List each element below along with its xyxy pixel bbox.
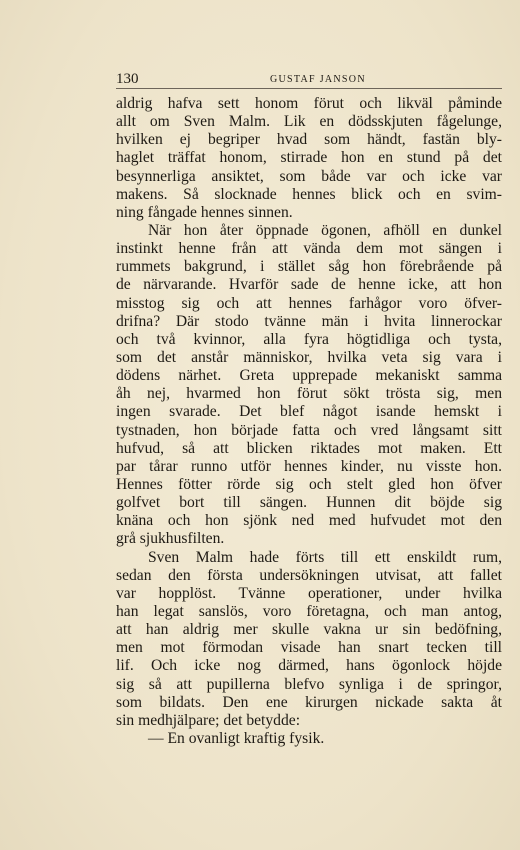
text-line: allt om Sven Malm. Lik en dödsskjuten fågelunge, bbox=[116, 113, 502, 131]
text-line: hvilken ej begriper hvad som händt, fastän bly- bbox=[116, 131, 502, 149]
text-line: aldrig hafva sett honom förut och likväl påminde bbox=[116, 95, 502, 112]
text-line: knäna och hon sjönk ned med hufvudet mot den bbox=[116, 512, 502, 530]
text-line: När hon åter öppnade ögonen, afhöll en dunkel bbox=[148, 221, 502, 239]
text-line: instinkt henne från att vända dem mot sängen i bbox=[116, 240, 502, 258]
text-line: men mot förmodan visade han snart tecken till bbox=[116, 639, 502, 657]
text-line: sin medhjälpare; det betydde: bbox=[116, 711, 301, 729]
text-line: och två kvinnor, alla fyra högtidliga och tysta, bbox=[116, 330, 502, 348]
text-line: tystnaden, hon började fatta och vred långsamt sitt bbox=[116, 421, 502, 439]
text-line: som bildats. Den ene kirurgen nickade sakta åt bbox=[116, 693, 502, 711]
text-line: ning fångade hennes sinnen. bbox=[116, 203, 293, 221]
text-line: Hennes fötter rörde sig och stelt gled hon öfver bbox=[116, 475, 502, 493]
text-line: sig så att pupillerna blefvo synliga i de springor, bbox=[116, 675, 502, 693]
header-rule bbox=[116, 88, 502, 89]
text-line: makens. Så slocknade hennes blick och en svim- bbox=[116, 185, 502, 203]
text-line: som det anstår människor, hvilka veta sig vara i bbox=[116, 348, 502, 366]
text-line: par tårar runno utför hennes kinder, nu visste hon. bbox=[116, 457, 502, 475]
text-line: åh nej, hvarmed hon förut sökt trösta sig, men bbox=[116, 385, 502, 403]
running-head: GUSTAF JANSON bbox=[270, 74, 366, 85]
text-line: hufvud, så att blicken riktades mot maken. Ett bbox=[116, 439, 502, 457]
body-text bbox=[116, 95, 502, 748]
text-line: sedan den första undersökningen utvisat, att fallet bbox=[116, 566, 502, 584]
text-line: Sven Malm hade förts till ett enskildt rum, bbox=[148, 548, 502, 566]
text-line: att han aldrig mer skulle vakna ur sin bedöfning, bbox=[116, 621, 502, 639]
text-line: grå sjukhusfilten. bbox=[116, 530, 225, 548]
text-line: ingen svarade. Det blef något isande hemskt i bbox=[116, 403, 502, 421]
text-line: haglet träffat honom, stirrade hon en stund på det bbox=[116, 149, 502, 167]
page-number: 130 bbox=[116, 71, 139, 87]
text-line: besynnerliga ansiktet, som både var och icke var bbox=[116, 167, 502, 185]
text-line: drifna? Där stodo tvänne män i hvita linnerockar bbox=[116, 312, 502, 330]
text-line: lif. Och icke nog därmed, hans ögonlock höjde bbox=[116, 657, 502, 675]
text-line: han legat sanslös, voro företagna, och man antog, bbox=[116, 602, 502, 620]
text-line: golfvet bort till sängen. Hunnen dit böjde sig bbox=[116, 494, 502, 512]
text-line: dödens närhet. Greta upprepade mekaniskt samma bbox=[116, 367, 502, 385]
text-line: rummets bakgrund, i stället såg hon förebrående på bbox=[116, 258, 502, 276]
text-line: — En ovanligt kraftig fysik. bbox=[148, 729, 325, 747]
text-line: var hopplöst. Tvänne operationer, under hvilka bbox=[116, 584, 502, 602]
text-line: de närvarande. Hvarför sade de henne icke, att hon bbox=[116, 276, 502, 294]
text-line: misstog sig och att hennes farhågor voro öfver- bbox=[116, 294, 502, 312]
